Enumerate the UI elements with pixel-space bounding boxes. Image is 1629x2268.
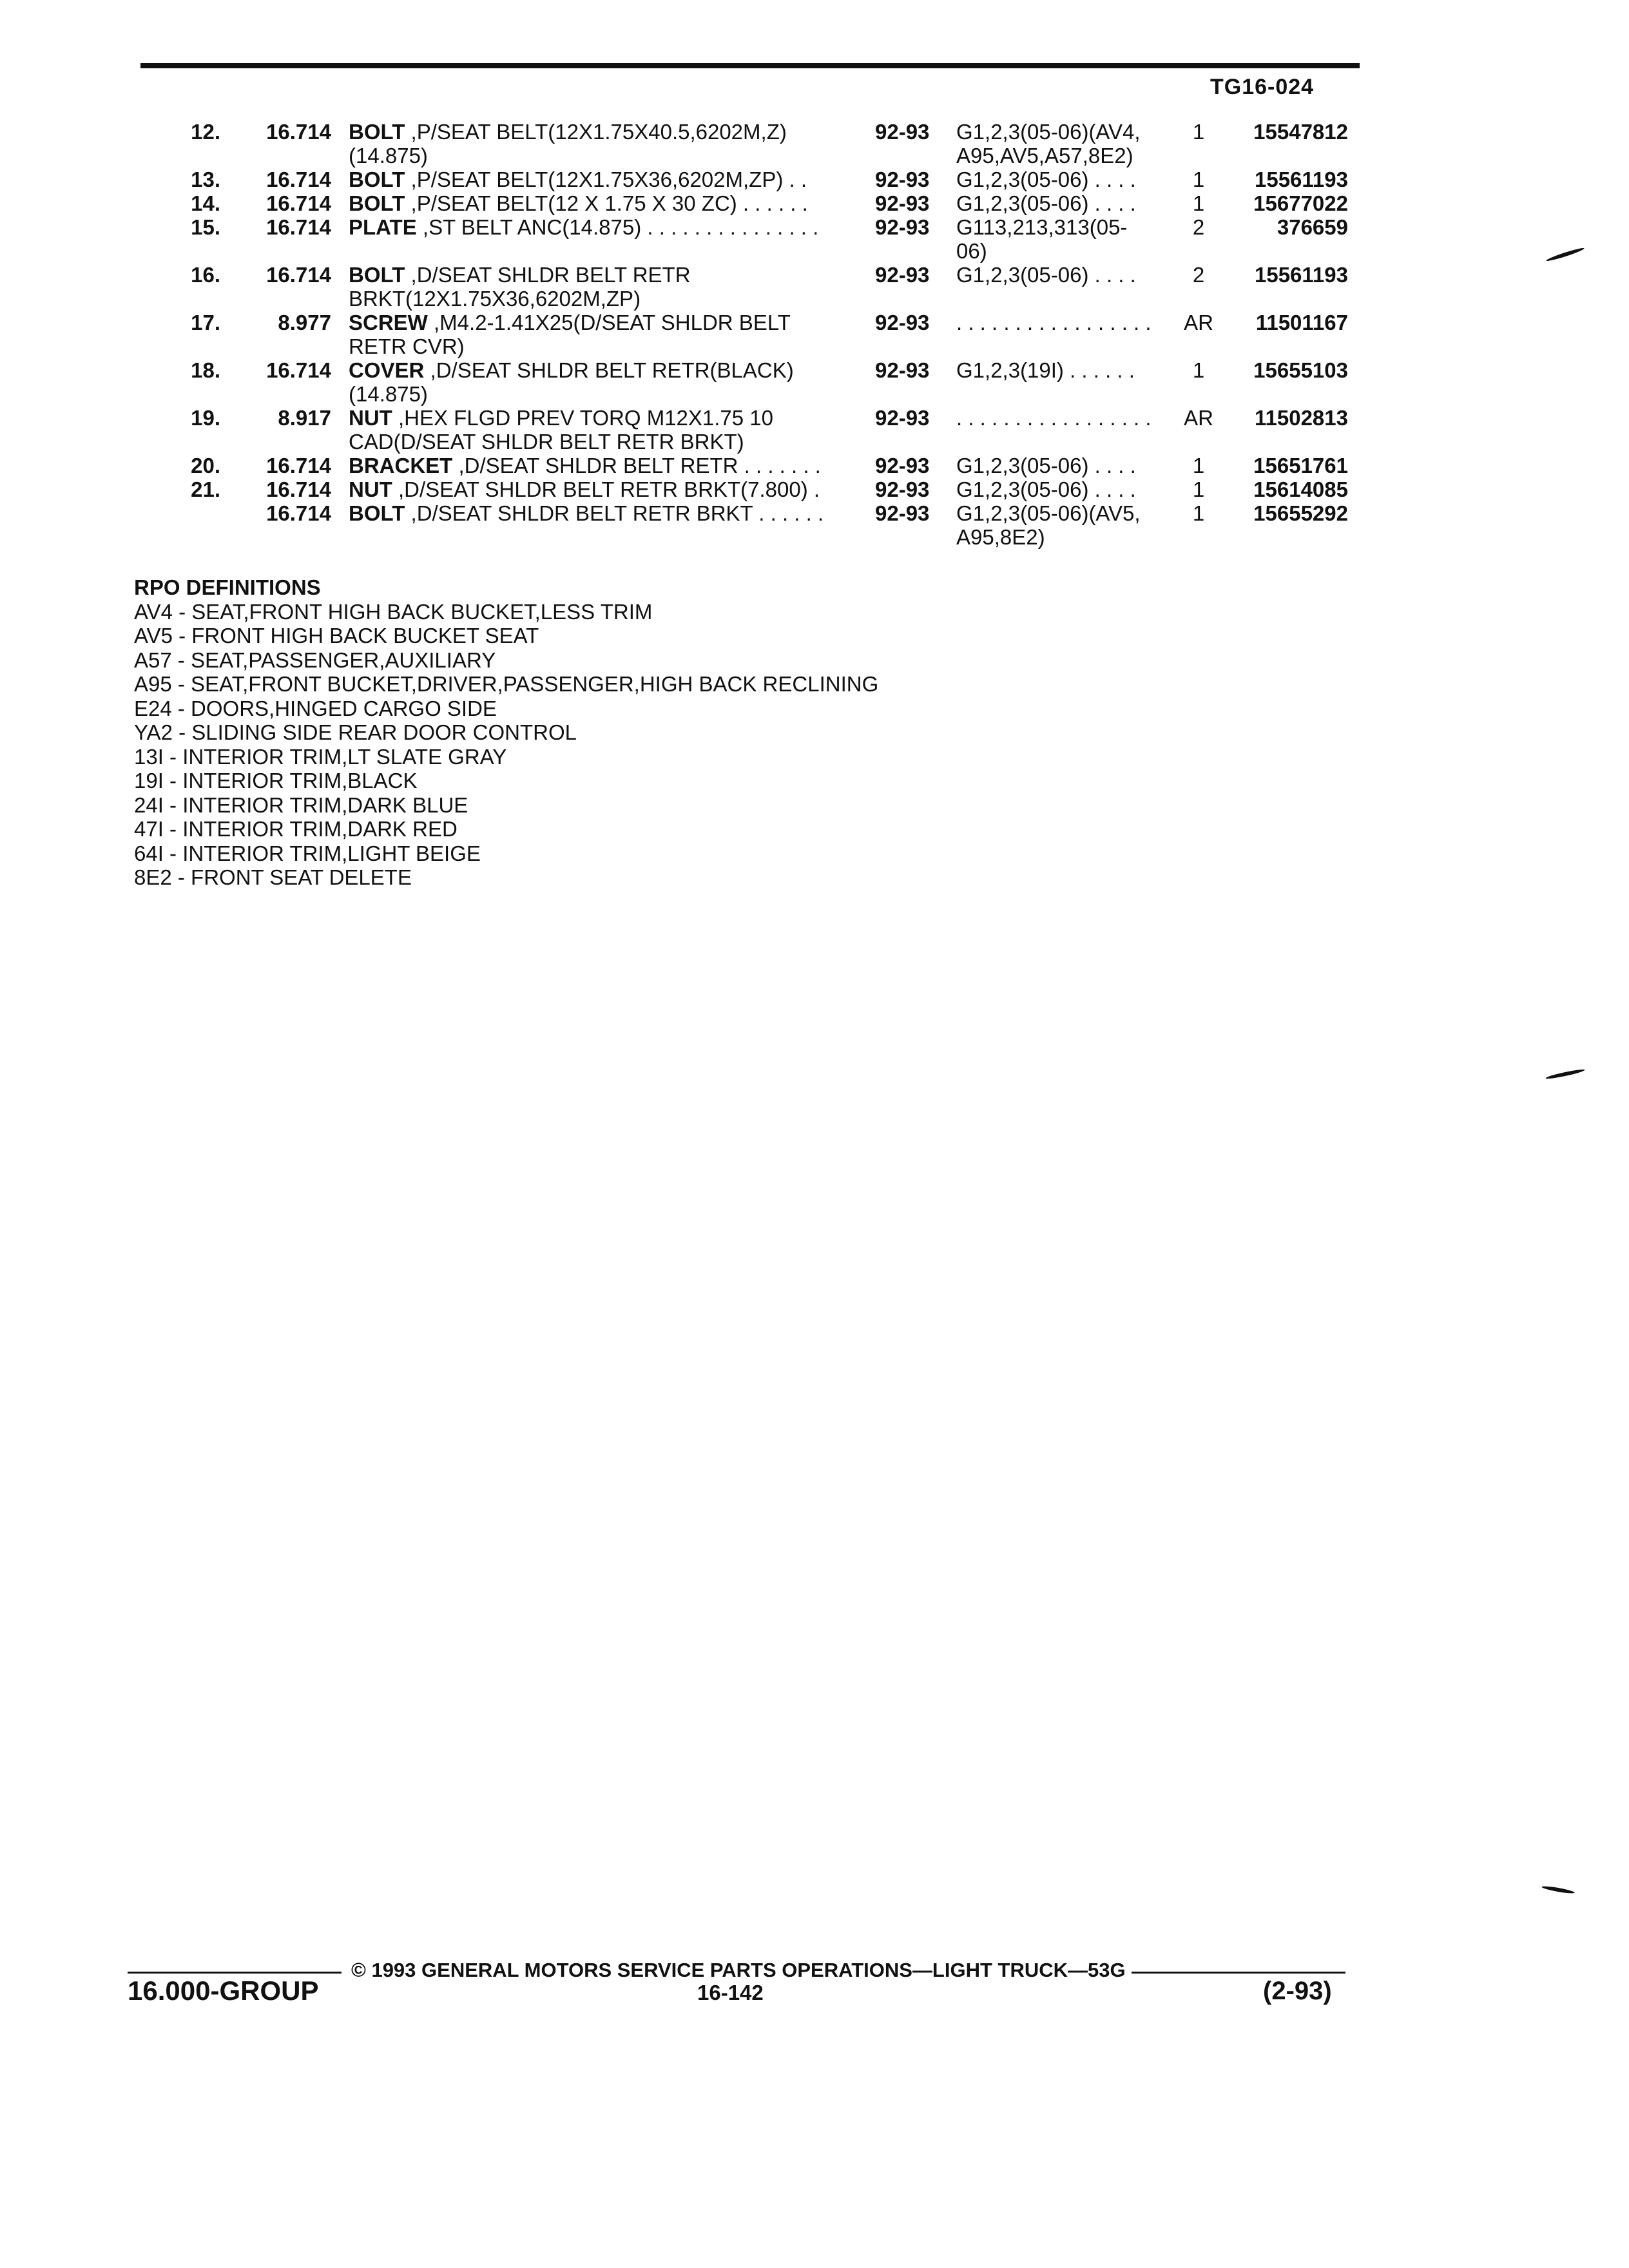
model-years: 92-93 (875, 477, 930, 501)
quantity: 1 (1192, 358, 1205, 382)
usage-code: G1,2,3(05-06) . . . . (956, 191, 1136, 215)
model-years: 92-93 (875, 501, 930, 525)
model-years: 92-93 (875, 191, 930, 215)
group-number: 8.917 (278, 406, 331, 430)
rpo-line: AV5 - FRONT HIGH BACK BUCKET SEAT (134, 624, 539, 648)
part-detail: ,D/SEAT SHLDR BELT RETR BRKT(7.800) . (392, 477, 820, 501)
usage-code: G1,2,3(05-06) . . . . (956, 168, 1136, 191)
footer-date: (2-93) (1263, 1977, 1332, 2005)
rpo-title: RPO DEFINITIONS (134, 575, 321, 599)
part-name: BOLT (349, 168, 405, 191)
part-row (0, 215, 1629, 263)
group-number: 16.714 (266, 477, 331, 501)
group-number: 16.714 (266, 263, 331, 287)
part-name: NUT (349, 406, 392, 430)
rpo-list (134, 600, 878, 890)
part-row (0, 168, 1629, 191)
usage-code: G1,2,3(19I) . . . . . . (956, 358, 1135, 382)
part-detail: ,HEX FLGD PREV TORQ M12X1.75 10 CAD(D/SEAT SHLDR BELT RETR BRKT) (349, 406, 774, 454)
rpo-line: 24I - INTERIOR TRIM,DARK BLUE (134, 793, 468, 817)
group-number: 16.714 (266, 191, 331, 215)
part-row (0, 120, 1629, 168)
top-rule (140, 63, 1360, 68)
part-number: 11501167 (1255, 311, 1348, 334)
rpo-line: E24 - DOORS,HINGED CARGO SIDE (134, 696, 497, 720)
part-number: 15677022 (1253, 191, 1348, 215)
part-description (349, 477, 871, 501)
part-row (0, 477, 1629, 501)
usage-code: G1,2,3(05-06) . . . . (956, 454, 1136, 477)
group-number: 16.714 (266, 358, 331, 382)
part-name: SCREW (349, 311, 428, 334)
group-number: 16.714 (266, 168, 331, 191)
footer-rule-left (128, 1972, 342, 1974)
quantity: 1 (1192, 120, 1205, 144)
part-description (349, 501, 871, 525)
group-number: 16.714 (266, 120, 331, 144)
quantity: 1 (1192, 454, 1205, 477)
part-detail: ,P/SEAT BELT(12X1.75X36,6202M,ZP) . . (405, 168, 807, 191)
quantity: AR (1184, 406, 1213, 430)
part-description (349, 168, 871, 191)
part-detail: ,P/SEAT BELT(12X1.75X40.5,6202M,Z) (14.875) (349, 120, 787, 168)
model-years: 92-93 (875, 215, 930, 239)
part-number: 15561193 (1254, 168, 1348, 191)
model-years: 92-93 (875, 358, 930, 382)
part-row (0, 263, 1629, 311)
part-name: COVER (349, 358, 425, 382)
part-detail: ,M4.2-1.41X25(D/SEAT SHLDR BELT RETR CVR) (349, 311, 791, 358)
usage-code: G1,2,3(05-06) . . . . (956, 263, 1136, 287)
part-detail: ,D/SEAT SHLDR BELT RETR . . . . . . . (452, 454, 821, 477)
part-description (349, 263, 871, 311)
model-years: 92-93 (875, 454, 930, 477)
part-detail: ,D/SEAT SHLDR BELT RETR BRKT(12X1.75X36,6202M,ZP) (349, 263, 691, 311)
group-number: 16.714 (266, 454, 331, 477)
part-description (349, 358, 871, 406)
item-number: 17. (191, 311, 220, 334)
part-row (0, 358, 1629, 406)
item-number: 15. (191, 215, 220, 239)
part-row (0, 191, 1629, 215)
part-name: BRACKET (349, 454, 453, 477)
part-number: 15547812 (1253, 120, 1348, 144)
item-number: 13. (191, 168, 220, 191)
part-detail: ,P/SEAT BELT(12 X 1.75 X 30 ZC) . . . . . . (405, 191, 808, 215)
part-name: BOLT (349, 191, 405, 215)
part-row (0, 406, 1629, 454)
rpo-line: 8E2 - FRONT SEAT DELETE (134, 865, 412, 889)
margin-mark (1546, 247, 1585, 263)
footer-group: 16.000-GROUP (128, 1975, 319, 2006)
model-years: 92-93 (875, 120, 930, 144)
part-description (349, 454, 871, 477)
item-number: 21. (191, 477, 220, 501)
rpo-line: 47I - INTERIOR TRIM,DARK RED (134, 817, 458, 841)
item-number: 18. (191, 358, 220, 382)
part-number: 15561193 (1254, 263, 1348, 287)
part-description (349, 311, 871, 358)
part-number: 11502813 (1254, 406, 1348, 430)
part-name: BOLT (349, 120, 405, 144)
footer-copyright: © 1993 GENERAL MOTORS SERVICE PARTS OPERATIONS—LIGHT TRUCK—53G (351, 1959, 1126, 1981)
part-name: BOLT (349, 263, 405, 287)
part-description (349, 191, 871, 215)
usage-code: . . . . . . . . . . . . . . . . . (956, 311, 1152, 334)
quantity: 1 (1192, 501, 1205, 525)
margin-mark (1545, 1068, 1585, 1081)
part-row (0, 454, 1629, 477)
quantity: 2 (1192, 263, 1205, 287)
part-name: BOLT (349, 501, 405, 525)
quantity: 2 (1192, 215, 1205, 239)
part-row (0, 501, 1629, 549)
quantity: AR (1184, 311, 1213, 334)
item-number: 20. (191, 454, 220, 477)
rpo-line: A57 - SEAT,PASSENGER,AUXILIARY (134, 648, 496, 672)
usage-code: . . . . . . . . . . . . . . . . . (956, 406, 1152, 430)
group-number: 8.977 (278, 311, 331, 334)
footer-rule-right (1132, 1972, 1345, 1974)
item-number: 12. (191, 120, 220, 144)
footer-page-number: 16-142 (697, 1981, 764, 2004)
part-description (349, 120, 871, 168)
rpo-line: 64I - INTERIOR TRIM,LIGHT BEIGE (134, 841, 481, 865)
part-number: 376659 (1277, 215, 1348, 239)
model-years: 92-93 (875, 311, 930, 334)
model-years: 92-93 (875, 263, 930, 287)
part-number: 15614085 (1253, 477, 1348, 501)
quantity: 1 (1192, 191, 1205, 215)
part-number: 15651761 (1253, 454, 1348, 477)
part-description (349, 406, 871, 454)
rpo-definitions (134, 575, 878, 890)
part-number: 15655292 (1253, 501, 1348, 525)
item-number: 14. (191, 191, 220, 215)
quantity: 1 (1192, 168, 1205, 191)
model-years: 92-93 (875, 168, 930, 191)
usage-code: G1,2,3(05-06) . . . . (956, 477, 1136, 501)
part-detail: ,D/SEAT SHLDR BELT RETR(BLACK) (14.875) (349, 358, 794, 406)
part-row (0, 311, 1629, 358)
part-detail: ,D/SEAT SHLDR BELT RETR BRKT . . . . . . (405, 501, 824, 525)
part-name: NUT (349, 477, 392, 501)
usage-code: G1,2,3(05-06)(AV5, A95,8E2) (956, 501, 1141, 549)
rpo-line: A95 - SEAT,FRONT BUCKET,DRIVER,PASSENGER,HIGH BACK RECLINING (134, 672, 879, 696)
part-name: PLATE (349, 215, 417, 239)
rpo-line: YA2 - SLIDING SIDE REAR DOOR CONTROL (134, 720, 577, 744)
model-years: 92-93 (875, 406, 930, 430)
reference-code: TG16-024 (1210, 75, 1315, 99)
rpo-line: 13I - INTERIOR TRIM,LT SLATE GRAY (134, 744, 507, 769)
margin-mark (1541, 1885, 1575, 1895)
usage-code: G1,2,3(05-06)(AV4, A95,AV5,A57,8E2) (956, 120, 1141, 168)
part-description (349, 215, 871, 239)
usage-code: G113,213,313(05- 06) (956, 215, 1128, 263)
part-number: 15655103 (1253, 358, 1348, 382)
part-detail: ,ST BELT ANC(14.875) . . . . . . . . . . . . . . . (416, 215, 819, 239)
item-number: 19. (191, 406, 220, 430)
rpo-line: 19I - INTERIOR TRIM,BLACK (134, 769, 418, 793)
item-number: 16. (191, 263, 220, 287)
quantity: 1 (1192, 477, 1205, 501)
rpo-line: AV4 - SEAT,FRONT HIGH BACK BUCKET,LESS TRIM (134, 599, 653, 624)
group-number: 16.714 (266, 501, 331, 525)
group-number: 16.714 (266, 215, 331, 239)
